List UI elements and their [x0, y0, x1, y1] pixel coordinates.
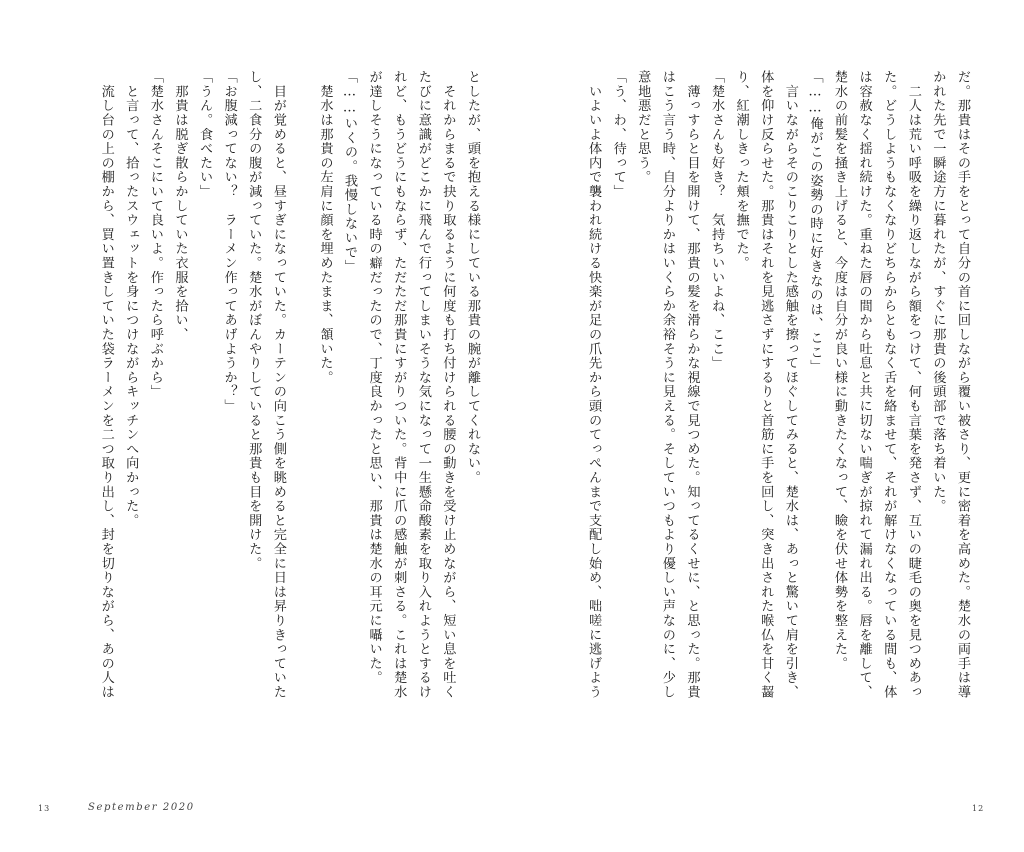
- text-line: た。どうしようもなくなりどちらからともなく舌を絡ませて、それが解けなくなっている間も、体: [881, 70, 897, 700]
- text-line: 流し台の上の棚から、買い置きしていた袋ラーメンを二つ取り出し、封を切りながら、あの人は: [98, 70, 114, 700]
- text-line: 楚水は那貴の左肩に顔を埋めたまま、頷いた。: [317, 70, 333, 385]
- text-line: が達しそうになっている時の癖だったので、丁度良かったと思い、那貴は楚水の耳元に囁いた。: [366, 70, 382, 685]
- text-line: それからまるで抉り取るように何度も打ち付けられる腰の動きを受け止めながら、短い息を吐く: [440, 70, 456, 700]
- text-line: 二人は荒い呼吸を繰り返しながら額をつけて、何も言葉を発さず、互いの睫毛の奥を見つめあっ: [905, 70, 921, 700]
- text-line: 那貴は脱ぎ散らかしていた衣服を拾い、: [172, 70, 188, 342]
- left-page: [78, 70, 482, 770]
- text-line: 言いながらそのこりこりとした感触を擦ってほぐしてみると、楚水は、あっと驚いて肩を引き、: [782, 70, 798, 700]
- running-footer-date: September 2020: [88, 802, 195, 813]
- text-line: いよいよ体内で襲われ続ける快楽が足の爪先から頭のてっぺんまで支配し始め、咄嗟に逃げよう: [586, 70, 602, 700]
- right-page: [568, 70, 972, 770]
- text-line: 「……いくの。我慢しないで」: [342, 70, 358, 274]
- text-line: 意地悪だと思う。: [635, 70, 651, 185]
- text-line: 目が覚めると、昼すぎになっていた。カーテンの向こう側を眺めると完全に日は昇りきっていた: [270, 70, 286, 700]
- text-line: 「うん。食べたい」: [197, 70, 213, 199]
- text-line: り、紅潮しきった頬を撫でた。: [733, 70, 749, 271]
- text-line: かれた先で一瞬途方に暮れたが、すぐに那貴の後頭部で落ち着いた。: [930, 70, 946, 514]
- left-page-number: 13: [38, 804, 51, 813]
- text-line: [288, 70, 310, 770]
- text-line: 体を仰け反らせた。那貴はそれを見逃さずにするりと首筋に手を回し、突き出された喉仏を甘く齧: [758, 70, 774, 700]
- text-line: 楚水の前髪を掻き上げると、今度は自分が良い様に動きたくなって、瞼を伏せ体勢を整えた。: [832, 70, 848, 671]
- text-line: 薄っすらと目を開けて、那貴の髪を滑らかな視線で見つめた。知ってるくせに、と思った。那貴: [684, 70, 700, 700]
- text-line: と言って、拾ったスウェットを身につけながらキッチンへ向かった。: [123, 70, 139, 528]
- right-page-text: [568, 70, 972, 770]
- text-line: はこう言う時、自分よりかはいくらか余裕そうに見える。そしていつもより優しい声なのに、少し: [659, 70, 675, 700]
- left-page-text: [78, 70, 482, 770]
- text-line: 「……俺がこの姿勢の時に好きなのは、ここ」: [807, 70, 823, 374]
- text-line: としたが、頭を抱える様にしている那貴の腕が離してくれない。: [465, 70, 480, 485]
- text-line: 「楚水さんも好き？ 気持ちいいよね、ここ」: [709, 70, 725, 371]
- text-line: だ。那貴はその手をとって自分の首に回しながら覆い被さり、更に密着を高めた。楚水の両手は導: [955, 70, 970, 700]
- text-line: は容赦なく揺れ続けた。重ねた唇の間から吐息と共に切ない喘ぎが掠れて漏れ出る。唇を離して、: [856, 70, 872, 700]
- text-line: 「う、わ、待って」: [610, 70, 626, 199]
- text-line: 「お腹減ってない？ ラーメン作ってあげようか？」: [221, 70, 237, 414]
- text-line: たびに意識がどこかに飛んで行ってしまいそうな気になって一生懸命酸素を取り入れようとするけ: [415, 70, 431, 700]
- text-line: れど、もうどうにもならず、ただただ那貴にすがりついた。背中に爪の感触が刺さる。これは楚水: [391, 70, 407, 700]
- text-line: し、二食分の腹が減っていた。楚水がぼんやりしていると那貴も目を開けた。: [246, 70, 262, 571]
- text-line: 「楚水さんそこにいて良いよ。作ったら呼ぶから」: [147, 70, 163, 399]
- right-page-number: 12: [972, 804, 985, 813]
